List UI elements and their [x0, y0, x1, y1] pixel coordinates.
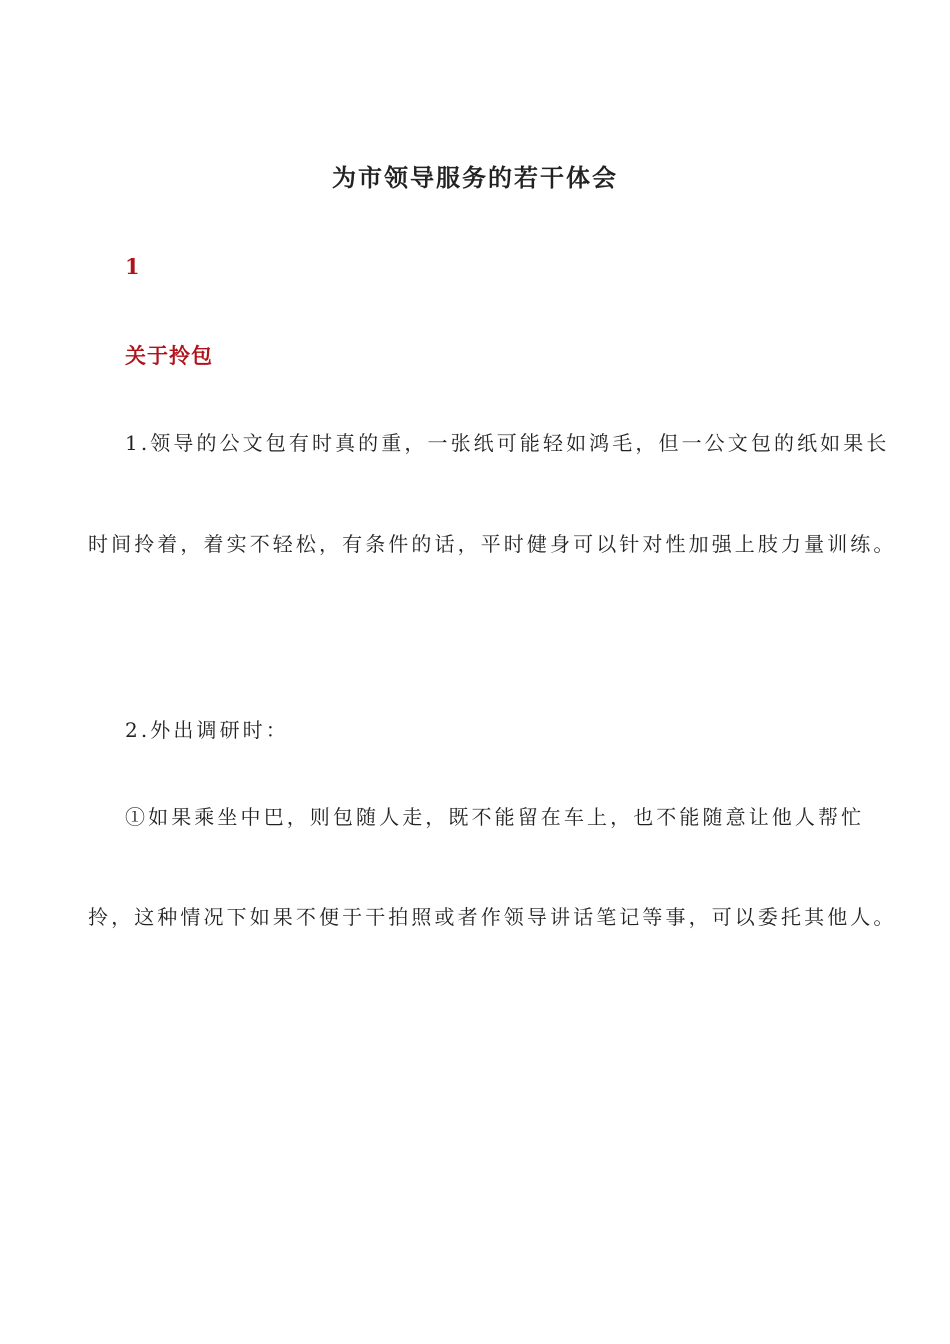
section-heading: 关于拎包 [125, 343, 213, 368]
section-number: 1 [125, 254, 140, 279]
paragraph-line: 2.外出调研时： [125, 718, 289, 742]
paragraph-line: 拎，这种情况下如果不便于干拍照或者作领导讲话笔记等事，可以委托其他人。 [88, 905, 897, 929]
paragraph-line: 1.领导的公文包有时真的重，一张纸可能轻如鸿毛，但一公文包的纸如果长 [125, 431, 890, 455]
document-title: 为市领导服务的若干体会 [332, 163, 618, 192]
paragraph-line: ①如果乘坐中巴，则包随人走，既不能留在车上，也不能随意让他人帮忙 [125, 805, 865, 829]
paragraph-line: 时间拎着，着实不轻松，有条件的话，平时健身可以针对性加强上肢力量训练。 [88, 532, 897, 556]
